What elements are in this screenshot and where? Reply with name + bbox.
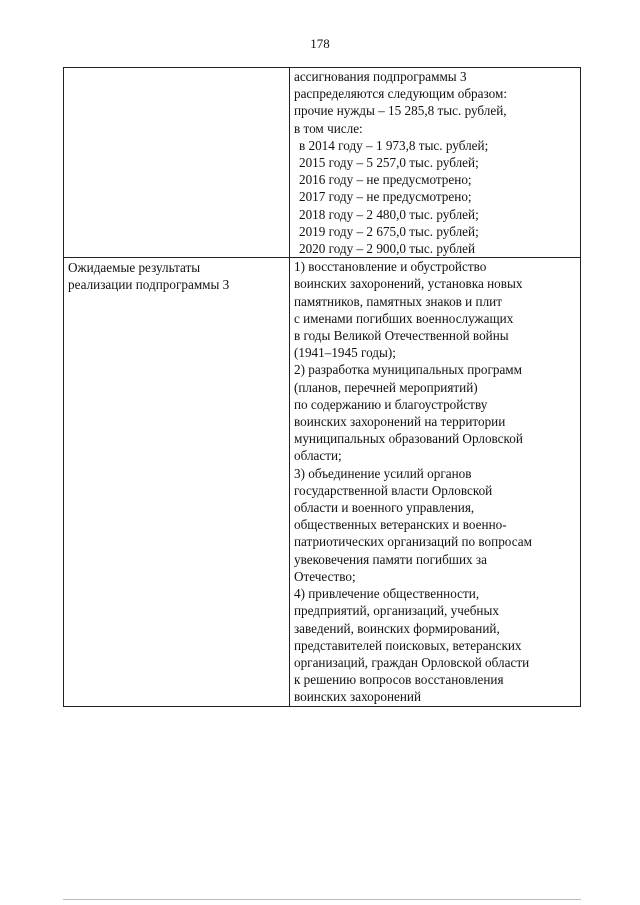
text-line: 2015 году – 5 257,0 тыс. рублей;: [298, 155, 479, 171]
text-line: предприятий, организаций, учебных: [293, 603, 499, 619]
table-row-funding: [64, 68, 581, 258]
text-line: 2016 году – не предусмотрено;: [298, 172, 472, 188]
text-line: прочие нужды – 15 285,8 тыс. рублей,: [293, 103, 507, 119]
text-line: 2020 году – 2 900,0 тыс. рублей: [298, 241, 476, 257]
text-line: области и военного управления,: [293, 500, 475, 516]
text-line: в том числе:: [293, 120, 363, 136]
text-line: 2018 году – 2 480,0 тыс. рублей;: [298, 206, 479, 222]
text-line: (планов, перечней мероприятий): [293, 379, 478, 395]
text-line: в 2014 году – 1 973,8 тыс. рублей;: [298, 137, 489, 153]
text-line: воинских захоронений на территории: [293, 414, 506, 430]
document-table: [63, 67, 581, 707]
text-line: (1941–1945 годы);: [293, 345, 396, 361]
text-line: представителей поисковых, ветеранских: [293, 637, 522, 653]
text-line: увековечения памяти погибших за: [293, 551, 487, 567]
text-line: 3) объединение усилий органов: [293, 465, 472, 481]
page-bottom-divider: [63, 899, 581, 900]
text-line: в годы Великой Отечественной войны: [293, 328, 509, 344]
text-line: с именами погибших военнослужащих: [293, 310, 514, 326]
row-label-line: реализации подпрограммы 3: [68, 277, 230, 293]
text-line: Отечество;: [293, 568, 356, 584]
text-line: воинских захоронений: [293, 689, 422, 705]
page-number: 178: [310, 36, 330, 51]
text-line: 2017 году – не предусмотрено;: [298, 189, 472, 205]
row-label-line: Ожидаемые результаты: [68, 260, 201, 276]
text-line: организаций, граждан Орловской области: [293, 654, 530, 670]
text-line: области;: [293, 448, 342, 464]
table-cell-label-empty: [64, 68, 290, 258]
text-line: ассигнования подпрограммы 3: [293, 69, 467, 84]
text-line: патриотических организаций по вопросам: [293, 534, 532, 550]
text-line: 4) привлечение общественности,: [293, 586, 480, 602]
text-line: по содержанию и благоустройству: [293, 396, 488, 412]
table-cell-funding-text: [289, 68, 580, 258]
text-line: 1) восстановление и обустройство: [293, 259, 487, 275]
text-line: общественных ветеранских и военно-: [293, 517, 507, 533]
text-line: заведений, воинских формирований,: [293, 620, 500, 636]
table-cell-expected-results-text: [289, 258, 580, 706]
text-line: к решению вопросов восстановления: [293, 672, 504, 688]
text-line: памятников, памятных знаков и плит: [293, 293, 502, 309]
text-line: воинских захоронений, установка новых: [293, 276, 523, 292]
table-row-expected-results: [64, 258, 581, 706]
text-line: 2019 году – 2 675,0 тыс. рублей;: [298, 223, 479, 239]
text-line: 2) разработка муниципальных программ: [293, 362, 522, 378]
text-line: распределяются следующим образом:: [293, 86, 507, 102]
text-line: муниципальных образований Орловской: [293, 431, 523, 447]
table-cell-expected-results-label: [64, 258, 290, 706]
text-line: государственной власти Орловской: [293, 482, 493, 498]
